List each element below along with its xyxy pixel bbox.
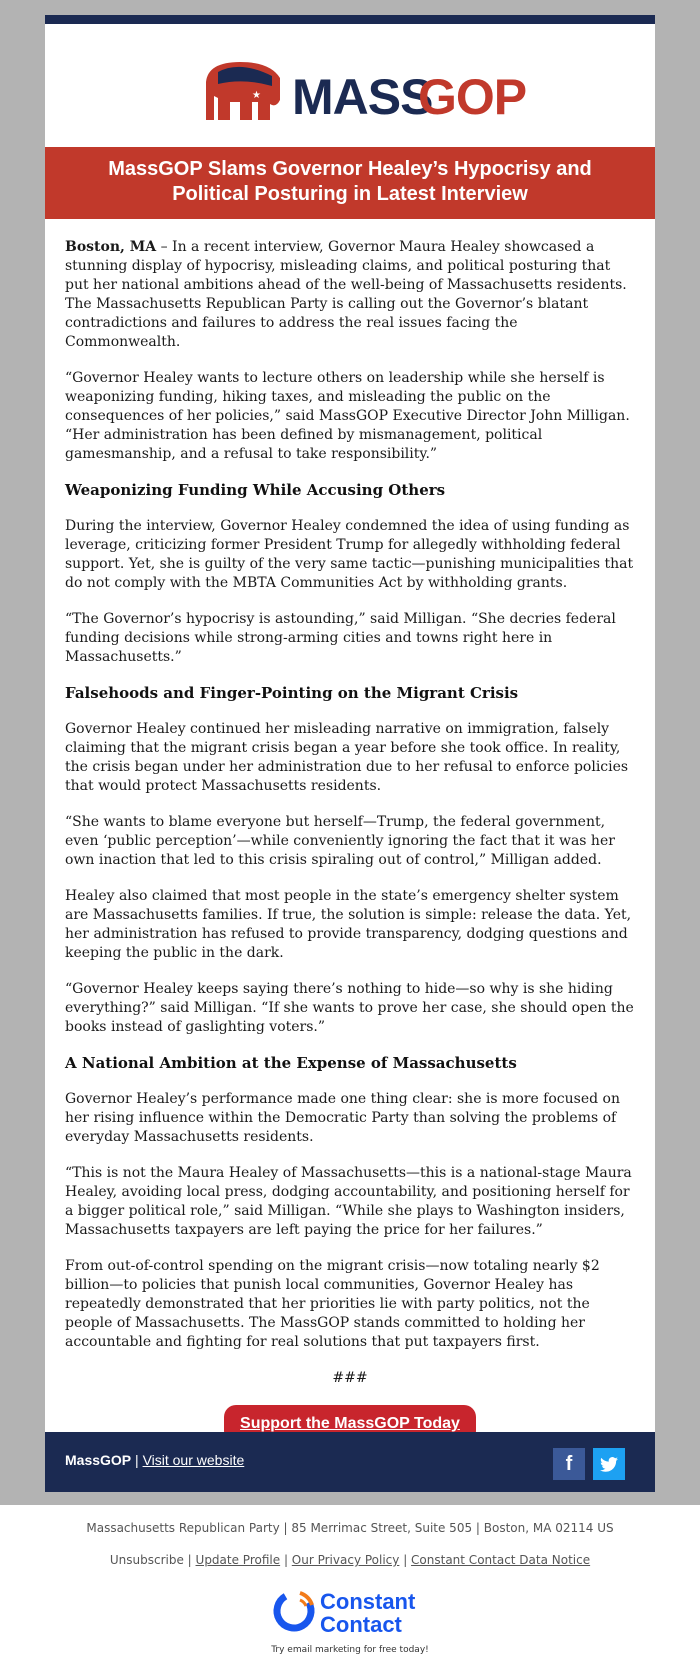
twitter-bird-icon (600, 1457, 618, 1472)
dateline: Boston, MA (65, 239, 157, 255)
link-separator: | (399, 1553, 412, 1567)
cc-line-1: Constant (320, 1589, 416, 1614)
cc-tagline[interactable]: Try email marketing for free today! (271, 1645, 429, 1655)
paragraph-3: “The Governor’s hypocrisy is astounding,” said Milligan. “She decries federal funding decisions while strong-arming cities and towns right here in Massachusetts.” (65, 611, 616, 665)
privacy-policy-link[interactable]: Our Privacy Policy (291, 1553, 400, 1567)
paragraph-7: “Governor Healey keeps saying there’s nothing to hide—so why is she hiding everything?” said Milligan. “If she wants to prove her case, she should open the books instead of gaslighting voters.” (65, 981, 634, 1035)
paragraph-1: “Governor Healey wants to lecture others on leadership while she herself is weaponizing funding, hiking taxes, and misleading the public on the consequences of her policies,” said MassGOP Executive Director John Milligan. “Her administration has been defined by mismanagement, political gamesmanship, and a refusal to take responsibility.” (65, 370, 630, 462)
article-body (45, 219, 655, 1462)
visit-website-link[interactable]: Visit our website (142, 1452, 245, 1468)
legal-footer (0, 1505, 700, 1665)
section-heading-1: Weaponizing Funding While Accusing Others (65, 481, 446, 499)
facebook-icon[interactable]: f (553, 1448, 585, 1480)
legal-links (0, 1553, 700, 1567)
logo-text-mass: MASS (292, 69, 433, 125)
paragraph-8: Governor Healey’s performance made one thing clear: she is more focused on her rising influence within the Democratic Party than solving the problems of everyday Massachusetts residents. (65, 1091, 620, 1145)
link-separator: | (280, 1553, 292, 1567)
unsubscribe-link[interactable]: Unsubscribe (109, 1553, 184, 1567)
footer-left (65, 1452, 244, 1468)
logo-text-gop: GOP (418, 69, 527, 125)
star-icon: ★ (252, 90, 261, 101)
massgop-logo[interactable] (200, 60, 527, 125)
mailing-address: Massachusetts Republican Party | 85 Merrimac Street, Suite 505 | Boston, MA 02114 US (86, 1521, 614, 1535)
footer-separator: | (131, 1452, 143, 1468)
data-notice-link[interactable]: Constant Contact Data Notice (411, 1553, 591, 1567)
headline: MassGOP Slams Governor Healey’s Hypocrisy and Political Posturing in Latest Interview (108, 158, 592, 205)
section-heading-2: Falsehoods and Finger-Pointing on the Migrant Crisis (65, 684, 519, 702)
paragraph-10: From out-of-control spending on the migrant crisis—now totaling nearly $2 billion—to policies that punish local communities, Governor Healey has repeatedly demonstrated that her priorities lie with party politics, not the people of Massachusetts. The MassGOP stands committed to holding her accountable and fighting for real solutions that put taxpayers first. (65, 1258, 600, 1350)
paragraph-2: During the interview, Governor Healey condemned the idea of using funding as leverage, criticizing former President Trump for allegedly withholding federal support. Yet, she is guilty of the very same tactic—punishing municipalities that do not comply with the MBTA Communities Act by withholding grants. (65, 518, 634, 591)
update-profile-link[interactable]: Update Profile (195, 1553, 281, 1567)
logo-header (45, 24, 655, 147)
headline-banner (45, 147, 655, 219)
section-heading-3: A National Ambition at the Expense of Massachusetts (65, 1054, 517, 1072)
paragraph-9: “This is not the Maura Healey of Massachusetts—this is a national-stage Maura Healey, avoiding local press, dodging accountability, and positioning herself for a bigger political role,” said Milligan. “While she plays to Washington insiders, Massachusetts taxpayers are left paying the price for her failures.” (65, 1165, 632, 1238)
email-container (45, 15, 655, 1492)
link-separator: | (183, 1553, 196, 1567)
paragraph-6: Healey also claimed that most people in the state’s emergency shelter system are Massachusetts families. If true, the solution is simple: release the data. Yet, her administration has refused to provide transparency, dodging questions and keeping the public in the dark. (65, 888, 632, 961)
end-mark: ### (332, 1370, 368, 1386)
paragraph-4: Governor Healey continued her misleading narrative on immigration, falsely claiming that the migrant crisis began a year before she took office. In reality, the crisis began under her administration due to her refusal to enforce policies that would protect Massachusetts residents. (65, 721, 629, 794)
footer-org: MassGOP (65, 1452, 132, 1468)
cc-ring-icon (271, 1588, 317, 1634)
paragraph-5: “She wants to blame everyone but herself—Trump, the federal government, even ‘public perception’—while conveniently ignoring the fact that it was her own inaction that led to this crisis spiraling out of control,” Milligan added. (65, 814, 615, 868)
cc-line-2: Contact (320, 1612, 402, 1637)
top-accent-bar (45, 15, 655, 24)
intro-paragraph (65, 238, 635, 352)
constant-contact-logo[interactable] (270, 1585, 440, 1637)
email-footer (45, 1432, 655, 1492)
support-button[interactable]: Support the MassGOP Today (224, 1405, 476, 1443)
twitter-icon[interactable] (593, 1448, 625, 1480)
intro-text: – In a recent interview, Governor Maura Healey showcased a stunning display of hypocrisy, misleading claims, and political posturing that put her national ambitions ahead of the well-being of Massachusetts residents. The Massachusetts Republican Party is calling out the Governor’s blatant contradictions and failures to address the real issues facing the Commonwealth. (65, 239, 627, 350)
